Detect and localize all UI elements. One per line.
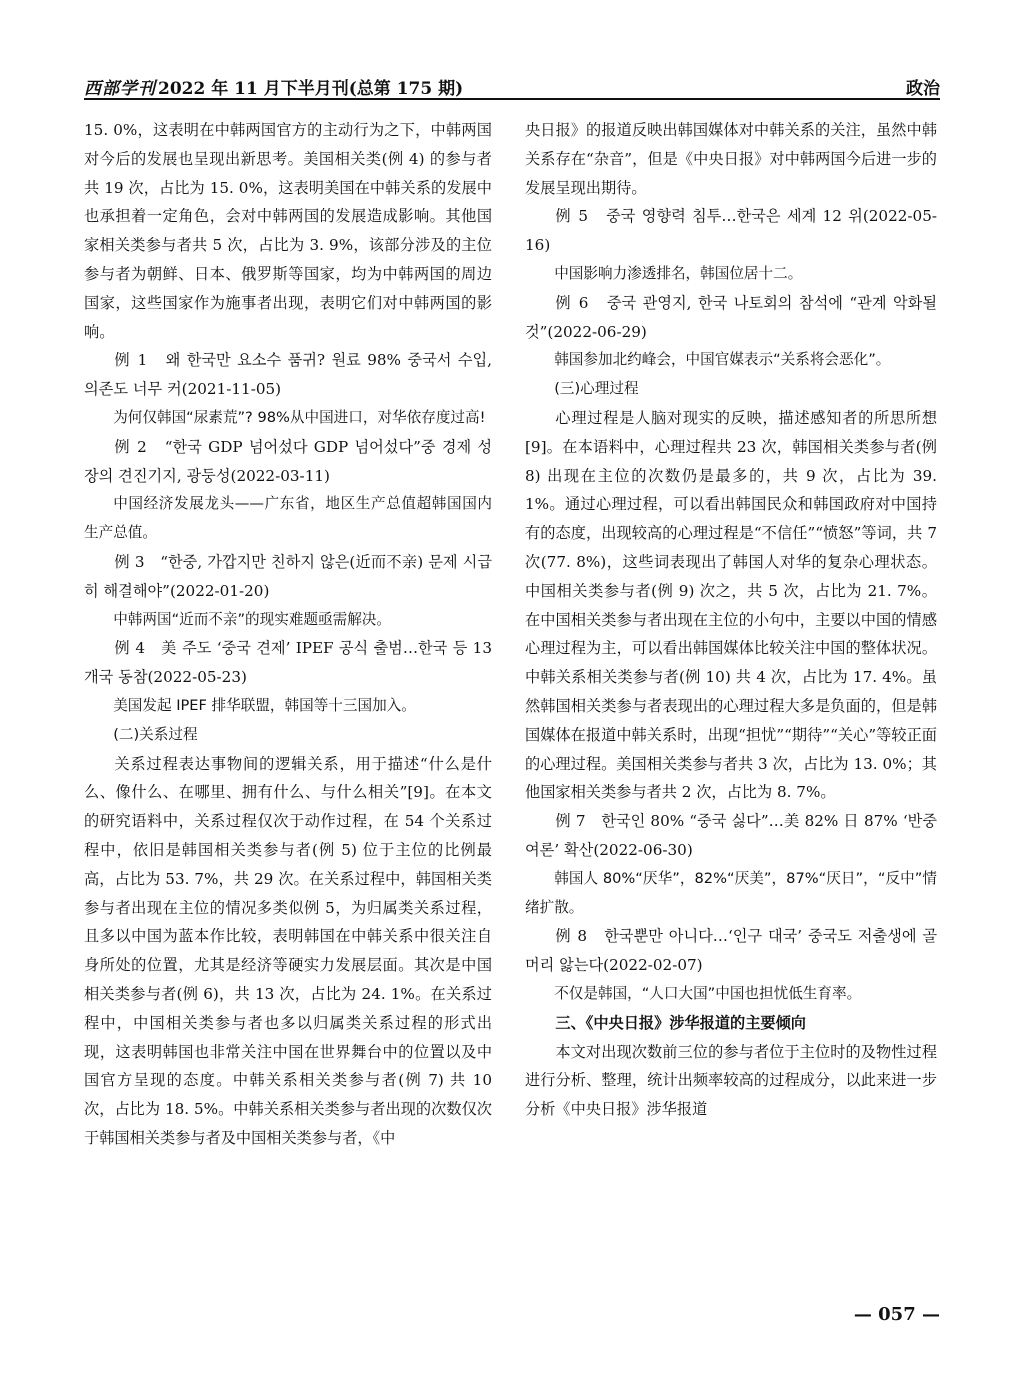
example-translation: 美国发起 IPEF 排华联盟，韩国等十三国加入。: [113, 696, 416, 714]
paragraph: 关系过程表达事物间的逻辑关系，用于描述“什么是什么、像什么、在哪里、拥有什么、与什么相关”[9]。在本文的研究语料中，关系过程仅次于动作过程，在 54 个关系过程中，依旧是韩国相关类参与者(例 5) 位于主位的比例最高，占比为 53. 7%，共 29 次。在关系过程中，韩国相关类参与者出现在主位的情况多类似例 5，为归属类关系过程，且多以中国为蓝本作比较，表明韩国在中韩关系中很关注自身所处的位置，尤其是经济等硬实力发展层面。其次是中国相关类参与者(例 6)，共 13 次，占比为 24. 1%。在关系过程中，中国相关类参与者也多以归属类关系过程的形式出现，这表明韩国也非常关注中国在世界舞台中的位置以及中国官方呈现的态度。中韩关系相关类参与者(例 7) 共 10 次，占比为 18. 5%。中韩关系相关类参与者出现的次数仅次于韩国相关类参与者及中国相关类参与者，《中: [84, 754, 492, 1147]
subsection-heading: (三)心理过程: [554, 380, 639, 398]
example-sentence: 例 5 중국 영향력 침투…한국은 세계 12 위(2022-05-16): [525, 207, 937, 255]
right-column: [525, 116, 937, 1124]
paragraph: 15. 0%，这表明在中韩两国官方的主动行为之下，中韩两国对今后的发展也呈现出新思考。美国相关类(例 4) 的参与者共 19 次，占比为 15. 0%，这表明美国在中韩关系的发展中也承担着一定角色，会对中韩两国的发展造成影响。其他国家相关类参与者共 5 次，占比为 3. 9%，该部分涉及的主位参与者为朝鲜、日本、俄罗斯等国家，均为中韩两国的周边国家，这些国家作为施事者出现，表明它们对中韩两国的影响。: [84, 121, 492, 341]
page-number: — 057 —: [853, 1304, 940, 1325]
left-column: [84, 116, 492, 1153]
journal-header: [84, 74, 463, 99]
journal-masthead: 西部学刊: [84, 79, 156, 99]
section-label: 政治: [906, 79, 940, 99]
example-translation: 不仅是韩国，“人口大国”中国也担忧低生育率。: [554, 984, 862, 1002]
example-sentence: 例 7 한국인 80% “중국 싫다”…美 82% 日 87% ‘반중여론’ 확산(2022-06-30): [525, 812, 937, 859]
example-translation: 中国经济发展龙头——广东省，地区生产总值超韩国国内生产总值。: [84, 495, 492, 542]
example-sentence: 例 6 중국 관영지, 한국 나토회의 참석에 “관계 악화될 것”(2022-06-29): [525, 293, 937, 341]
running-header: [84, 72, 940, 98]
section-heading: 三、《中央日报》涉华报道的主要倾向: [555, 1013, 806, 1032]
example-translation: 中韩两国“近而不亲”的现实难题亟需解决。: [113, 610, 391, 628]
example-sentence: 例 8 한국뿐만 아니다…‘인구 대국’ 중국도 저출생에 골머리 앓는다(2022-02-07): [525, 927, 937, 975]
paragraph: 心理过程是人脑对现实的反映，描述感知者的所思所想[9]。在本语料中，心理过程共 23 次，韩国相关类参与者(例 8) 出现在主位的次数仍是最多的，共 9 次，占比为 39. 1%。通过心理过程，可以看出韩国民众和韩国政府对中国持有的态度，出现较高的心理过程是“不信任”“愤怒”等词，共 7 次(77. 8%)，这些词表现出了韩国人对华的复杂心理状态。中国相关类参与者(例 9) 次之，共 5 次，占比为 21. 7%。在中国相关类参与者出现在主位的小句中，主要以中国的情感心理过程为主，可以看出韩国媒体比较关注中国的整体状况。中韩关系相关类参与者(例 10) 共 4 次，占比为 17. 4%。虽然韩国相关类参与者表现出的心理过程大多是负面的，但是韩国媒体在报道中韩关系时，出现“担忧”“期待”“关心”等较正面的心理过程。美国相关类参与者共 3 次，占比为 13. 0%；其他国家相关类参与者共 2 次，占比为 8. 7%。: [525, 408, 937, 802]
example-translation: 为何仅韩国“尿素荒”? 98%从中国进口，对华依存度过高!: [113, 408, 486, 426]
example-sentence: 例 2 “한국 GDP 넘어섰다 GDP 넘어섰다”중 경제 성장의 견진기지, 광둥성(2022-03-11): [84, 437, 492, 485]
issue-info: 2022 年 11 月下半月刊(总第 175 期): [158, 79, 464, 99]
subsection-heading: (二)关系过程: [113, 725, 198, 743]
paragraph: 央日报》的报道反映出韩国媒体对中韩关系的关注，虽然中韩关系存在“杂音”，但是《中央日报》对中韩两国今后进一步的发展呈现出期待。: [525, 121, 937, 197]
example-translation: 韩国人 80%“厌华”，82%“厌美”，87%“厌日”，“反中”情绪扩散。: [525, 869, 937, 916]
header-rule: [84, 98, 940, 100]
example-translation: 中国影响力渗透排名，韩国位居十二。: [554, 264, 803, 282]
example-sentence: 例 3 “한중, 가깝지만 친하지 않은(近而不亲) 문제 시급히 해결해야”(2022-01-20): [84, 552, 492, 600]
example-translation: 韩国参加北约峰会，中国官媒表示“关系将会恶化”。: [554, 351, 891, 369]
example-sentence: 例 4 美 주도 ‘중국 견제’ IPEF 공식 출범…한국 등 13 개국 동참(2022-05-23): [84, 639, 492, 687]
example-sentence: 例 1 왜 한국만 요소수 품귀? 원료 98% 중국서 수입, 의존도 너무 커(2021-11-05): [84, 351, 492, 399]
paragraph: 本文对出现次数前三位的参与者位于主位时的及物性过程进行分析、整理，统计出频率较高的过程成分，以此来进一步分析《中央日报》涉华报道: [525, 1042, 937, 1119]
